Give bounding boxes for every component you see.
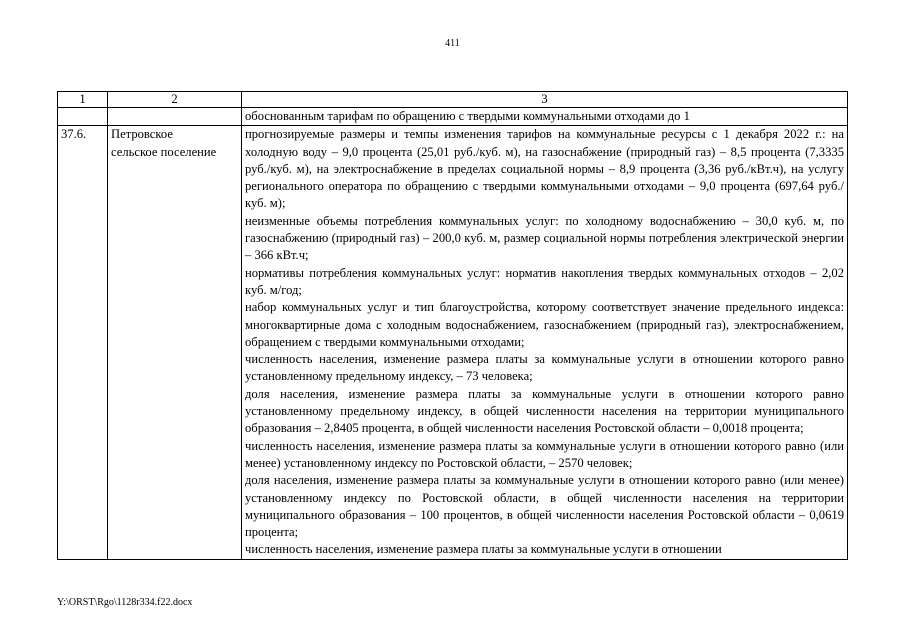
header-col-3: 3 [242,92,848,108]
continuation-empty-cell-2 [108,108,242,126]
municipality-name-line-2: сельское поселение [111,144,217,159]
tariff-table [57,91,848,560]
continuation-row [58,108,848,126]
paragraph-population-count-continued: численность населения, изменение размера платы за коммунальные услуги в отношении [245,542,722,557]
continuation-text: обоснованным тарифам по обращению с твердыми коммунальными отходами до 1 [242,108,848,126]
header-col-1: 1 [58,92,108,108]
paragraph-population-count-regional: численность населения, изменение размера платы за коммунальные услуги в отношении которого равно (или менее) установленному индексу по Ростовской области, – 2570 человек; [245,438,844,470]
row-number: 37.6. [58,126,108,559]
paragraph-service-set: набор коммунальных услуг и тип благоустройства, которому соответствует значение предельного индекса: многоквартирные дома с холодным водоснабжением, газоснабжением (природный газ), электроснабжением, обращением с твердыми коммунальными отходами; [245,300,844,349]
continuation-empty-cell-1 [58,108,108,126]
indicator-text-cell [242,126,848,559]
paragraph-tariff-growth: прогнозируемые размеры и темпы изменения тарифов на коммунальные ресурсы с 1 декабря 2022 г.: на холодную воду – 9,0 процента (25,01 руб./куб. м), на газоснабжение (природный газ) – 8,5 процента (7,3335 руб./куб. м), на электроснабжение в пределах социальной нормы – 8,9 процента (3,36 руб./кВт.ч), на услугу регионального оператора по обращению с твердыми коммунальными отходами – 9,0 процента (697,64 руб./куб. м); [245,127,844,211]
file-path-footer: Y:\ORST\Rgo\1128r334.f22.docx [57,597,193,608]
paragraph-population-share-regional: доля населения, изменение размера платы за коммунальные услуги в отношении которого равно (или менее) установленному индексу по Ростовской области, в общей численности населения на территории муниципального образования – 100 процентов, в общей численности населения Ростовской области – 0,0619 процента; [245,473,844,540]
table-header-row [58,92,848,108]
paragraph-population-count-equal: численность населения, изменение размера платы за коммунальные услуги в отношении которого равно установленному предельному индексу, – 73 человека; [245,352,844,384]
municipality-name [108,126,242,559]
table-row [58,126,848,559]
paragraph-population-share-equal: доля населения, изменение размера платы за коммунальные услуги в отношении которого равно установленному предельному индексу, в общей численности населения на территории муниципального образования – 2,8405 процента, в общей численности населения Ростовской области – 0,0018 процента; [245,386,844,436]
page-number: 411 [445,38,460,49]
municipality-name-line-1: Петровское [111,127,173,142]
paragraph-consumption-volumes: неизменные объемы потребления коммунальных услуг: по холодному водоснабжению – 30,0 куб. м, по газоснабжению (природный газ) – 200,0 куб. м, размер социальной нормы потребления электрической энергии – 366 кВт.ч; [245,213,844,263]
paragraph-consumption-norms: нормативы потребления коммунальных услуг: норматив накопления твердых коммунальных отходов – 2,02 куб. м/год; [245,265,844,297]
header-col-2: 2 [108,92,242,108]
